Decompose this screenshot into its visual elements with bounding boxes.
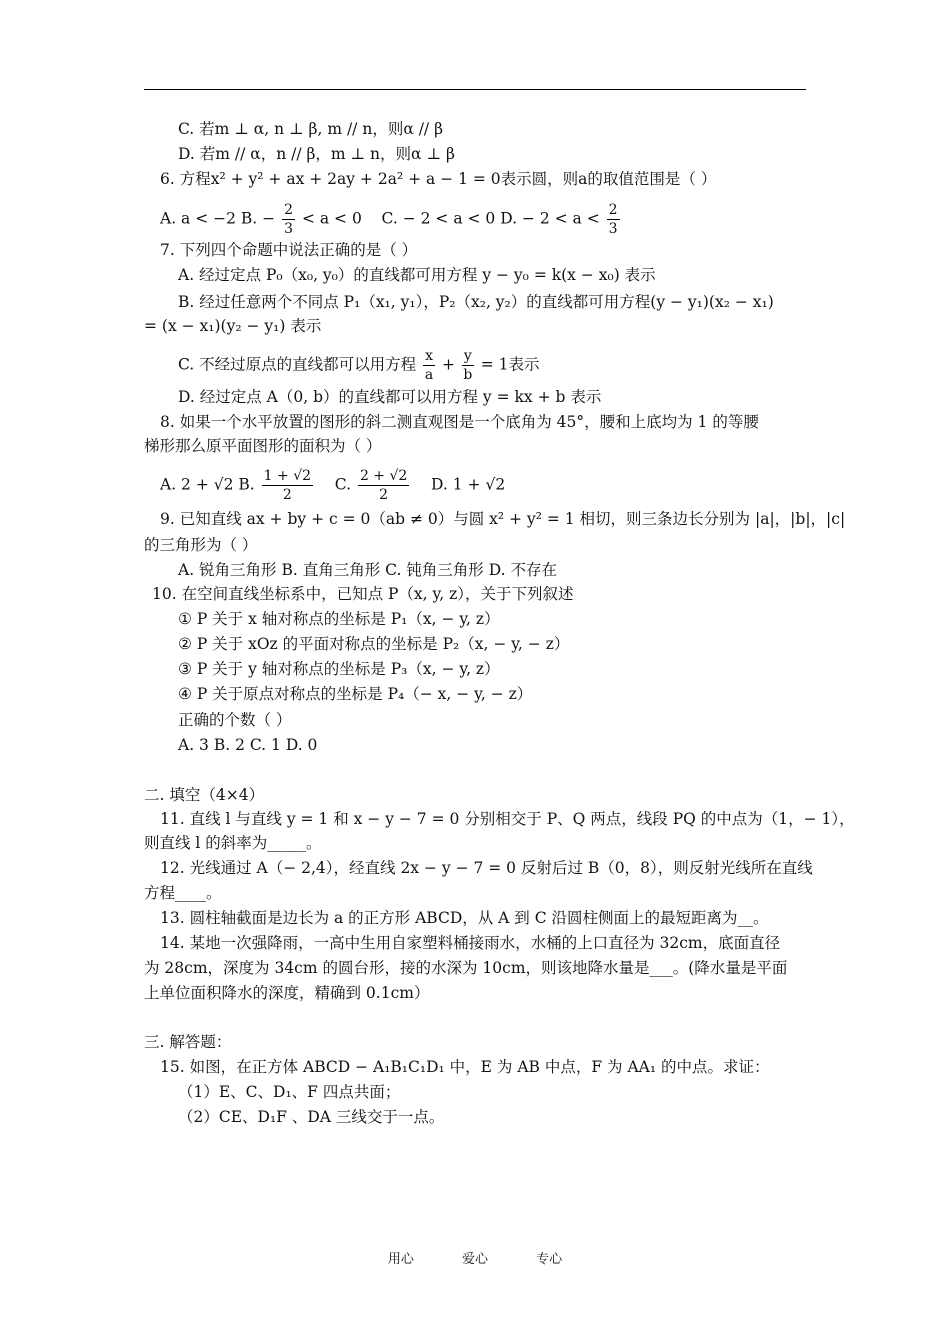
page-footer xyxy=(0,1248,950,1267)
question-6: 6. 方程x² + y² + ax + 2ay + 2a² + a − 1 = 0表示圆，则a的取值范围是（ ） xyxy=(160,170,717,188)
question-13: 13. 圆柱轴截面是边长为 a 的正方形 ABCD，从 A 到 C 沿圆柱侧面上的最短距离为__。 xyxy=(160,909,769,927)
question-10: 10. 在空间直线坐标系中，已知点 P（x, y, z），关于下列叙述 xyxy=(152,585,574,603)
fraction-numerator: x xyxy=(425,348,434,364)
section-3-heading: 三. 解答题： xyxy=(144,1033,232,1051)
y-over-b-fraction xyxy=(462,347,474,384)
q7-option-a: A. 经过定点 P₀（x₀, y₀）的直线都可用方程 y − y₀ = k(x − x₀) 表示 xyxy=(178,266,656,284)
q6-option-b-fraction xyxy=(282,201,295,238)
question-14-cont-2: 上单位面积降水的深度，精确到 0.1cm） xyxy=(144,984,430,1002)
q10-statement-3: ③ P 关于 y 轴对称点的坐标是 P₃（x, − y, z） xyxy=(178,660,500,678)
q10-statement-2: ② P 关于 xOz 的平面对称点的坐标是 P₂（x, − y, − z） xyxy=(178,635,570,653)
q15-part-2: （2）CE、D₁F 、DA 三线交于一点。 xyxy=(178,1108,445,1126)
q10-prompt: 正确的个数（ ） xyxy=(178,711,292,729)
fraction-numerator: 2 + √2 xyxy=(359,468,408,484)
question-8: 8. 如果一个水平放置的图形的斜二测直观图是一个底角为 45°，腰和上底均为 1 的等腰 xyxy=(160,413,759,431)
question-12: 12. 光线通过 A（− 2,4），经直线 2x − y − 7 = 0 反射后过 B（0，8），则反射光线所在直线 xyxy=(160,859,813,877)
q6-option-d-fraction xyxy=(607,201,620,238)
q10-statement-1: ① P 关于 x 轴对称点的坐标是 P₁（x, − y, z） xyxy=(178,610,500,628)
plus-sign: + xyxy=(441,355,455,374)
question-11-cont: 则直线 l 的斜率为_____。 xyxy=(144,834,322,852)
fraction-denominator: 3 xyxy=(608,221,618,237)
question-12-cont: 方程____。 xyxy=(144,884,222,902)
question-8-options xyxy=(160,467,505,504)
footer-text-1: 用心 xyxy=(387,1252,414,1267)
q6-option-b-sign: − xyxy=(262,209,276,228)
q10-statement-4: ④ P 关于原点对称点的坐标是 P₄（− x, − y, − z） xyxy=(178,685,533,703)
q8-option-a-b: A. 2 + √2 B. xyxy=(160,475,255,494)
fraction-denominator: 3 xyxy=(284,221,294,237)
section-2-heading: 二. 填空（4×4） xyxy=(144,786,265,804)
q9-options: A. 锐角三角形 B. 直角三角形 C. 钝角三角形 D. 不存在 xyxy=(178,561,557,579)
fraction-denominator: 2 xyxy=(379,487,389,503)
q7-option-c-text: C. 不经过原点的直线都可以用方程 xyxy=(178,355,417,374)
q7-option-c-tail: = 1表示 xyxy=(480,355,540,374)
q7-option-c xyxy=(178,347,540,384)
q7-option-d: D. 经过定点 A（0, b）的直线都可以用方程 y = kx + b 表示 xyxy=(178,388,602,406)
question-15: 15. 如图，在正方体 ABCD − A₁B₁C₁D₁ 中，E 为 AB 中点，F 为 AA₁ 的中点。求证： xyxy=(160,1058,770,1076)
q7-option-b: B. 经过任意两个不同点 P₁（x₁, y₁），P₂（x₂, y₂）的直线都可用方程(y − y₁)(x₂ − x₁) xyxy=(178,293,774,311)
fraction-numerator: 2 xyxy=(284,202,294,218)
fraction-numerator: 2 xyxy=(608,202,618,218)
option-d-line: D. 若m // α，n // β，m ⊥ n，则α ⊥ β xyxy=(178,145,455,163)
footer-text-3: 专心 xyxy=(536,1252,563,1267)
question-9-cont: 的三角形为（ ） xyxy=(144,536,258,554)
q8-option-c-fraction xyxy=(358,467,409,504)
q6-option-a-b: A. a < −2 B. xyxy=(160,209,258,228)
header-rule xyxy=(144,89,806,90)
question-6-options xyxy=(160,201,622,238)
question-7: 7. 下列四个命题中说法正确的是（ ） xyxy=(160,241,418,259)
q8-option-d: D. 1 + √2 xyxy=(431,475,506,494)
question-11: 11. 直线 l 与直线 y = 1 和 x − y − 7 = 0 分别相交于 P、Q 两点，线段 PQ 的中点为（1，− 1）， xyxy=(160,810,855,828)
option-c-line: C. 若m ⊥ α, n ⊥ β, m // n，则α // β xyxy=(178,120,444,138)
fraction-numerator: y xyxy=(463,348,472,364)
question-14-cont: 为 28cm，深度为 34cm 的圆台形，接的水深为 10cm，则该地降水量是___。(降水量是平面 xyxy=(144,959,788,977)
question-9: 9. 已知直线 ax + by + c = 0（ab ≠ 0）与圆 x² + y² = 1 相切，则三条边长分别为 |a|，|b|，|c| xyxy=(160,510,846,528)
q6-option-c-d: C. − 2 < a < 0 D. − 2 < a < xyxy=(381,209,600,228)
q7-option-b-cont: = (x − x₁)(y₂ − y₁) 表示 xyxy=(144,317,322,335)
q8-option-b-fraction xyxy=(262,467,313,504)
fraction-numerator: 1 + √2 xyxy=(263,468,312,484)
q10-options: A. 3 B. 2 C. 1 D. 0 xyxy=(178,736,318,754)
fraction-denominator: b xyxy=(463,367,473,383)
question-14: 14. 某地一次强降雨，一高中生用自家塑料桶接雨水，水桶的上口直径为 32cm，底面直径 xyxy=(160,934,781,952)
fraction-denominator: a xyxy=(424,367,434,383)
q6-option-b-tail: < a < 0 xyxy=(301,209,362,228)
footer-text-2: 爱心 xyxy=(461,1252,488,1267)
q15-part-1: （1）E、C、D₁、F 四点共面； xyxy=(178,1083,401,1101)
x-over-a-fraction xyxy=(423,347,435,384)
fraction-denominator: 2 xyxy=(282,487,292,503)
q8-option-c: C. xyxy=(334,475,351,494)
question-8-cont: 梯形那么原平面图形的面积为（ ） xyxy=(144,437,382,455)
